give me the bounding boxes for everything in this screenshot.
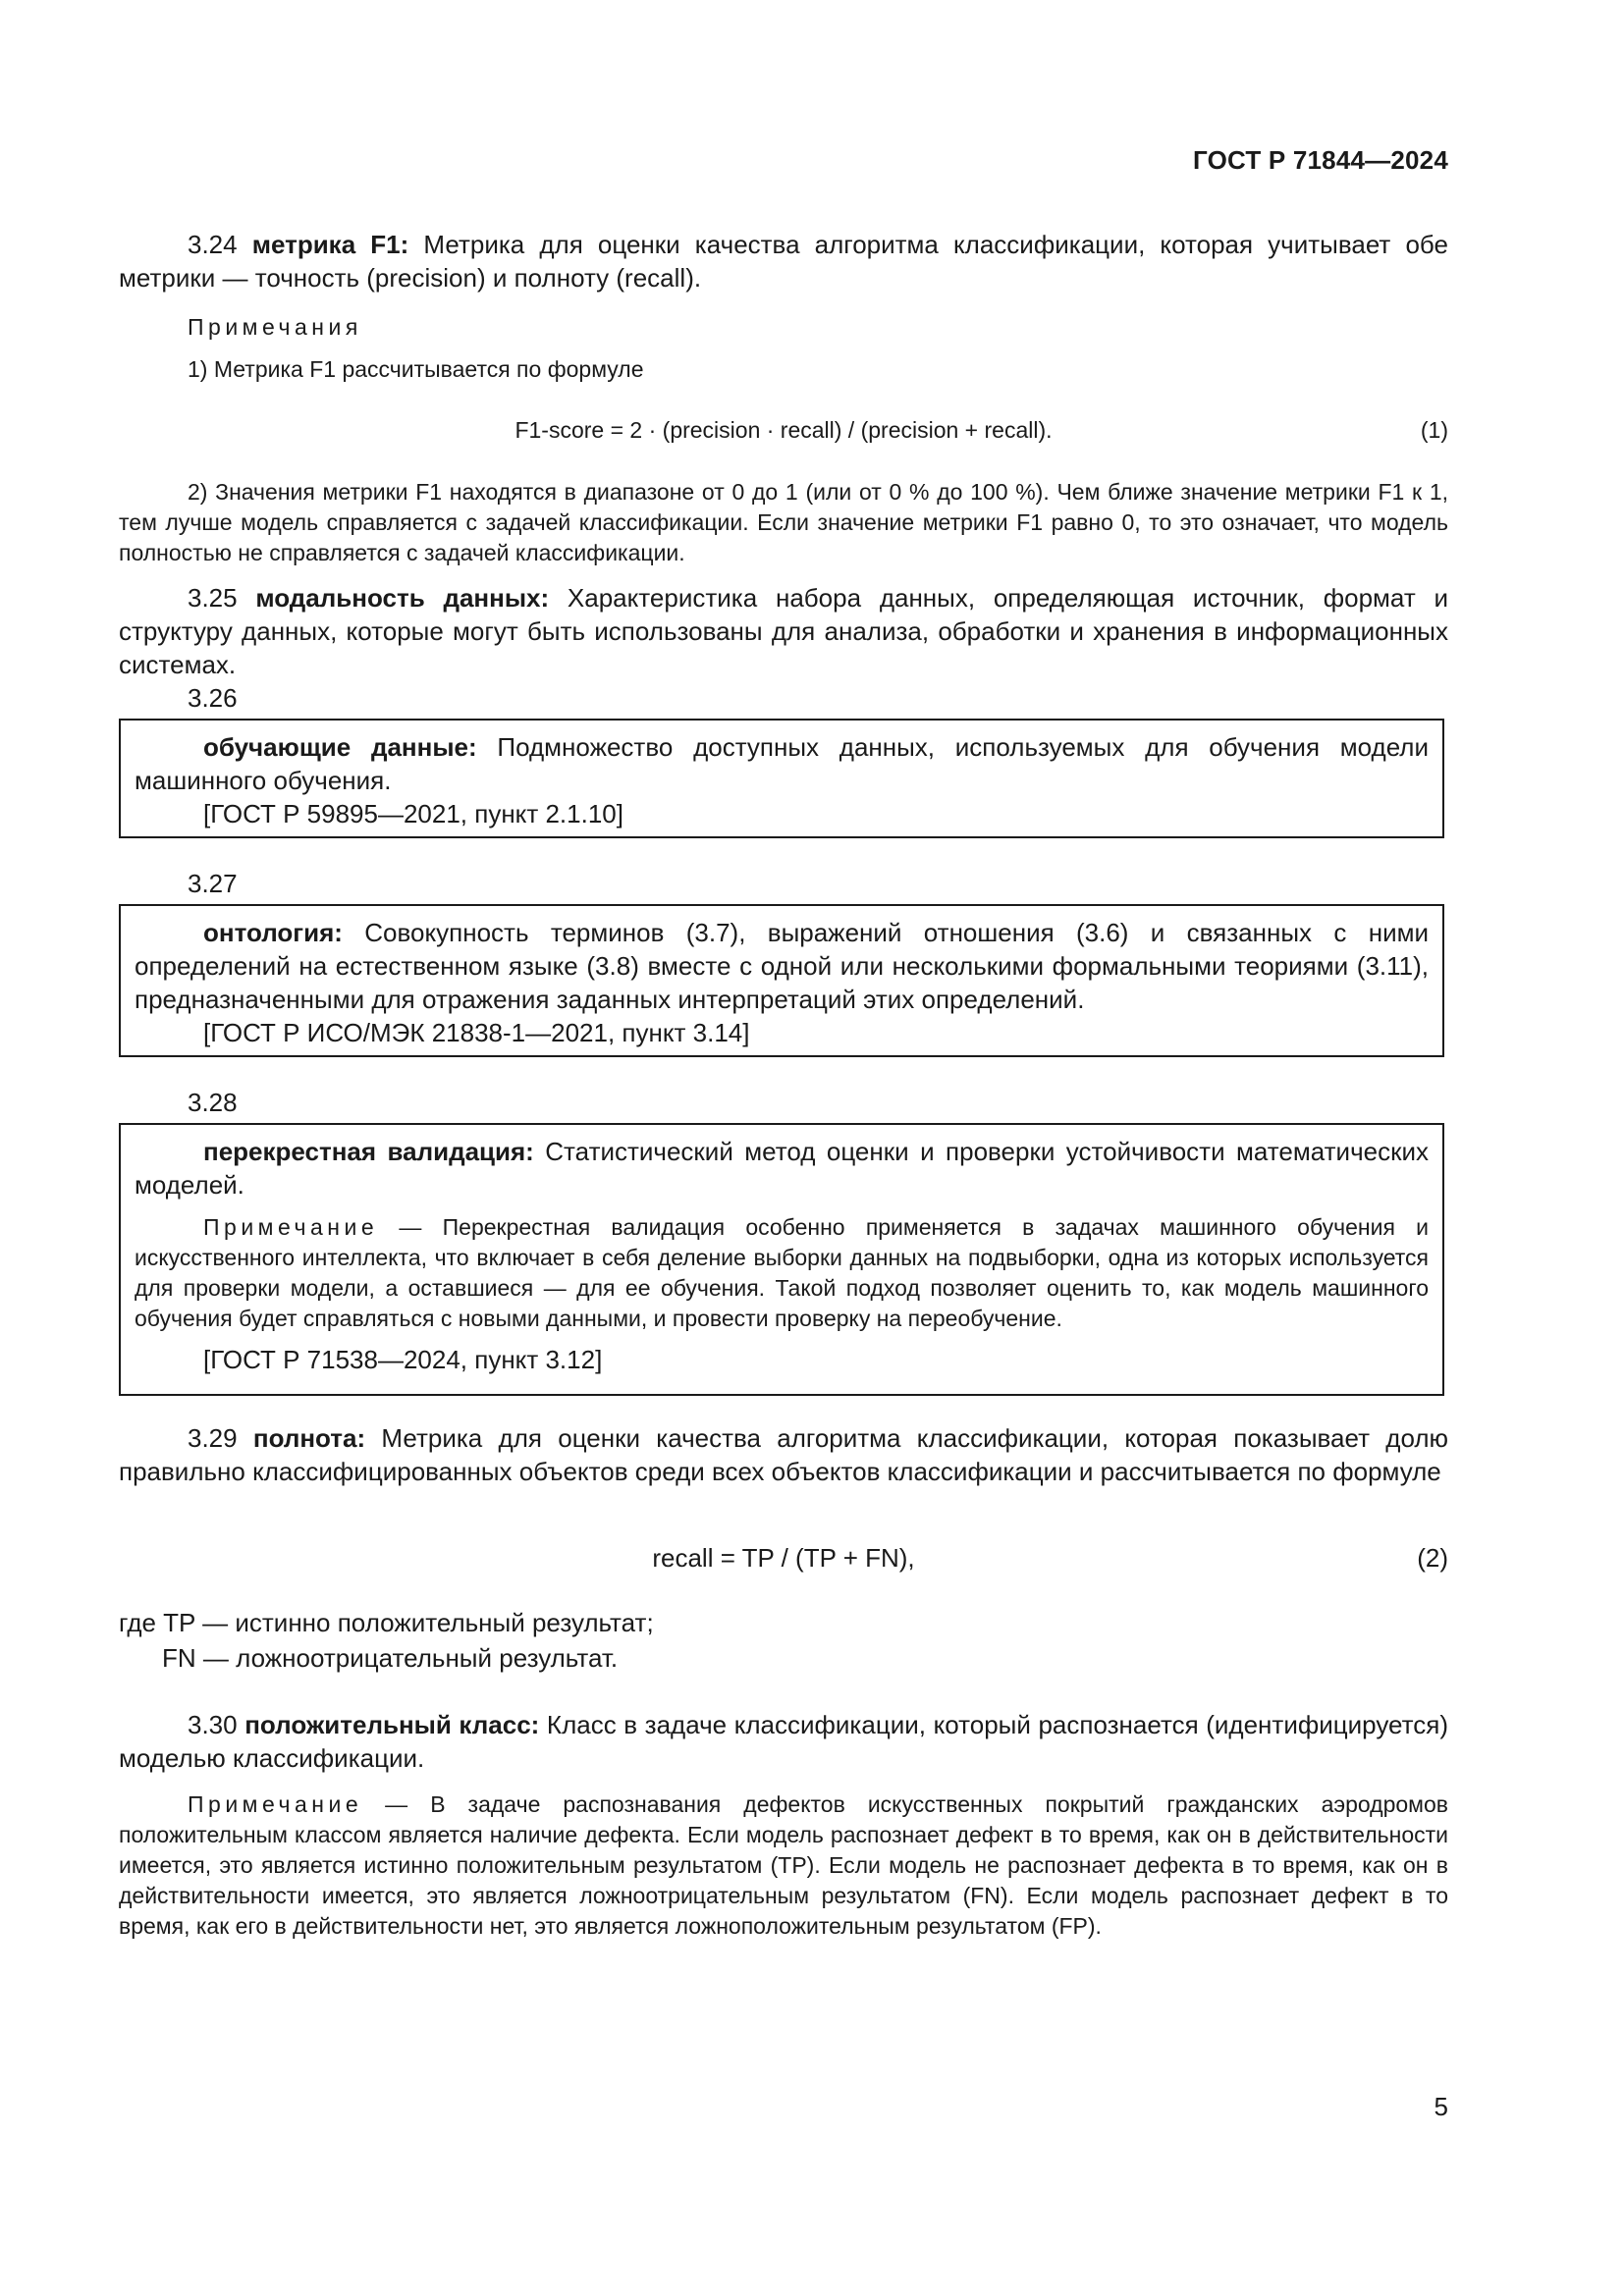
where-line-2: FN — ложноотрицательный результат. [162,1643,619,1673]
document-id: ГОСТ Р 71844—2024 [1193,145,1448,175]
term-number: 3.24 [188,230,238,259]
note-1: 1) Метрика F1 рассчитывается по формуле [188,356,644,382]
term-definition: Статистический метод оценки и проверки устойчивости математических моделей. [135,1137,1429,1200]
term-3-25 [119,581,1448,681]
term-definition: Метрика для оценки качества алгоритма классификации, которая учитывает обе метрики — точность (precision) и полноту (recall). [119,230,1448,293]
term-reference: [ГОСТ Р 59895—2021, пункт 2.1.10] [203,799,623,828]
term-number: 3.25 [188,583,238,613]
term-3-29 [119,1421,1448,1488]
note-text: — В задаче распознавания дефектов искусственных покрытий гражданских аэродромов положительным классом является наличие дефекта. Если модель распознает дефект в то время, как он в действительности имеется, это является истинно положительным результатом (TP). Если модель не распознает дефекта в то время, как он в действительности имеется, это является ложноотрицательным результатом (FN). Если модель распознает дефект в то время, как его в действительности нет, это является ложноположительным результатом (FP). [119,1791,1448,1939]
term-number: 3.29 [188,1423,238,1453]
term-definition: Характеристика набора данных, определяющая источник, формат и структуру данных, которые могут быть использованы для анализа, обработки и хранения в информационных системах. [119,583,1449,679]
term-definition: Подмножество доступных данных, используемых для обучения модели машинного обучения. [135,732,1429,795]
term-number: 3.30 [188,1710,238,1739]
page-number: 5 [1434,2092,1448,2121]
term-3-30 [119,1708,1448,1775]
notes-3-24 [119,312,1448,343]
term-box-3-27 [119,904,1444,1057]
term-box-3-28 [119,1123,1444,1396]
term-name: полнота: [252,1423,366,1453]
term-name: положительный класс: [244,1710,540,1739]
document-page [119,0,1448,2296]
term-name: перекрестная валидация: [203,1137,534,1166]
note-text: — Перекрестная валидация особенно применяется в задачах машинного обучения и искусственного интеллекта, что включает в себя деление выборки данных на подвыборки, одна из которых используется для проверки модели, а оставшиеся — для ее обучения. Такой подход позволяет оценить то, как модель машинного обучения будет справляться с новыми данными, и провести проверку на переобучение. [135,1214,1430,1331]
term-definition: Совокупность терминов (3.7), выражений отношения (3.6) и связанных с ними определений на естественном языке (3.8) вместе с одной или несколькими формальными теориями (3.11), предназначенными для отражения заданных интерпретаций этих определений. [135,918,1429,1014]
term-note [135,1212,1429,1334]
term-number-3-27: 3.27 [188,869,238,898]
formula-1 [119,415,1448,446]
notes-label: Примечания [188,314,362,340]
note-2: 2) Значения метрики F1 находятся в диапазоне от 0 до 1 (или от 0 % до 100 %). Чем ближе значение метрики F1 к 1, тем лучше модель справляется с задачей классификации. Если значение метрики F1 равно 0, то это означает, что модель полностью не справляется с задачей классификации. [119,479,1448,565]
note-label: Примечание [203,1214,379,1240]
formula-number: (1) [1420,417,1448,443]
formula-text: F1-score = 2 · (precision · recall) / (precision + recall). [514,417,1053,443]
note-3-30 [119,1789,1448,1942]
term-number-3-26: 3.26 [188,683,238,713]
formula-2 [119,1541,1448,1575]
term-name: модальность данных: [255,583,550,613]
note-label: Примечание [188,1791,363,1817]
where-line-1: где TP — истинно положительный результат; [119,1608,654,1637]
formula-text: recall = TP / (TP + FN), [652,1543,915,1573]
term-name: метрика F1: [251,230,409,259]
term-reference: [ГОСТ Р 71538—2024, пункт 3.12] [203,1345,603,1374]
term-definition: Метрика для оценки качества алгоритма классификации, которая показывает долю правильно классифицированных объектов среди всех объектов классификации и рассчитывается по формуле [119,1423,1448,1486]
term-name: онтология: [203,918,343,947]
term-box-3-26 [119,719,1444,838]
term-3-24 [119,228,1448,294]
term-definition: Класс в задаче классификации, который распознается (идентифицируется) моделью классификации. [119,1710,1448,1773]
formula-number: (2) [1417,1543,1448,1573]
term-number-3-28: 3.28 [188,1088,238,1117]
term-name: обучающие данные: [203,732,477,762]
term-reference: [ГОСТ Р ИСО/МЭК 21838-1—2021, пункт 3.14] [203,1018,750,1047]
